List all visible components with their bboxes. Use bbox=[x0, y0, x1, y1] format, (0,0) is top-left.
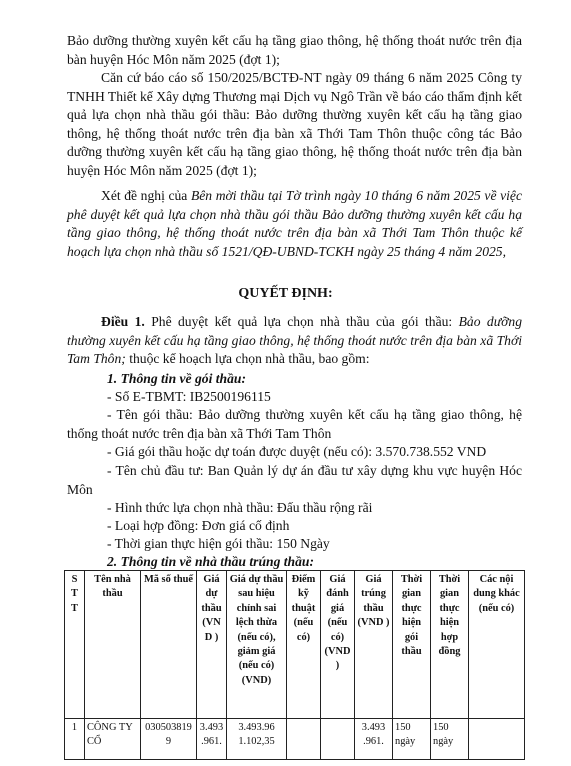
report-basis-paragraph: Căn cứ báo cáo số 150/2025/BCTĐ-NT ngày 09 tháng 6 năm 2025 Công ty TNHH Thiết kế Xây dựng Thương mại Dịch vụ Ngô Trần về báo cáo thẩm định kết quả lựa chọn nhà thầu gói thầu: Bảo dưỡng thường xuyên kết cấu hạ tầng giao thông, hệ thống thoát nước trên địa bàn xã Thới Tam Thôn thuộc công tác Bảo dưỡng thường xuyên kết cấu hạ tầng giao thông, hệ thống thoát nước trên địa bàn huyện Hóc Môn năm 2025 (đợt 1); bbox=[67, 70, 522, 178]
header-winning-price: Giá trúng thầu (VND ) bbox=[355, 571, 393, 719]
cell-other-content bbox=[469, 719, 525, 760]
cell-stt: 1 bbox=[65, 719, 85, 760]
article-1-package-name: Bảo dưỡng thường xuyên kết cấu hạ tầng giao thông, hệ thống thoát nước trên địa bàn xã Thới Tam Thôn; bbox=[67, 314, 522, 366]
selection-method: - Hình thức lựa chọn nhà thầu: Đấu thầu rộng rãi bbox=[107, 500, 373, 515]
proposal-paragraph bbox=[67, 187, 522, 261]
header-evaluated-price: Giá đánh giá (nếu có) (VND ) bbox=[321, 571, 355, 719]
article-1-text-c: thuộc kế hoạch lựa chọn nhà thầu, bao gồm: bbox=[125, 351, 370, 366]
investor-name: - Tên chủ đầu tư: Ban Quản lý dự án đầu tư xây dựng khu vực huyện Hóc Môn bbox=[67, 463, 522, 497]
proposal-text-lead: Xét đề nghị của bbox=[101, 188, 191, 203]
decision-heading: QUYẾT ĐỊNH: bbox=[238, 286, 333, 301]
cell-bid-price: 3.493 .961. bbox=[197, 719, 227, 760]
article-1-label: Điều 1. bbox=[101, 314, 145, 329]
cell-technical-score bbox=[287, 719, 321, 760]
contract-type: - Loại hợp đồng: Đơn giá cố định bbox=[107, 518, 290, 533]
header-contractor-name: Tên nhà thầu bbox=[85, 571, 141, 719]
proposal-text-italic: Bên mời thầu tại Tờ trình ngày 10 tháng 6 năm 2025 về việc phê duyệt kết quả lựa chọn nhà thầu gói thầu Bảo dưỡng thường xuyên kết cấu hạ tầng giao thông, hệ thống thoát nước trên địa bàn xã Thới Tam Thôn thuộc kế hoạch lựa chọn nhà thầu số 1521/QĐ-UBND-TCKH ngày 25 tháng 4 năm 2025, bbox=[67, 188, 522, 259]
intro-paragraph-continuation: Bảo dưỡng thường xuyên kết cấu hạ tầng giao thông, hệ thống thoát nước trên địa bàn huyện Hóc Môn năm 2025 (đợt 1); bbox=[67, 33, 522, 67]
header-contract-duration: Thời gian thực hiện hợp đồng bbox=[431, 571, 469, 719]
package-name-line: - Tên gói thầu: Bảo dưỡng thường xuyên kết cấu hạ tầng giao thông, hệ thống thoát nước trên địa bàn xã Thới Tam Thôn bbox=[67, 407, 522, 441]
cell-package-duration: 150 ngày bbox=[393, 719, 431, 760]
e-tbmt-number: - Số E-TBMT: IB2500196115 bbox=[107, 389, 271, 404]
header-adjusted-bid-price: Giá dự thầu sau hiệu chỉnh sai lệch thừa (nếu có), giảm giá (nếu có) (VND) bbox=[227, 571, 287, 719]
cell-contractor-name: CÔNG TY CỔ bbox=[85, 719, 141, 760]
cell-tax-code: 0305038199 bbox=[141, 719, 197, 760]
article-1-text-a: Phê duyệt kết quả lựa chọn nhà thầu của gói thầu: bbox=[144, 314, 459, 329]
table-row bbox=[65, 719, 525, 760]
header-stt: S T T bbox=[65, 571, 85, 719]
cell-evaluated-price bbox=[321, 719, 355, 760]
package-duration: - Thời gian thực hiện gói thầu: 150 Ngày bbox=[107, 536, 330, 551]
header-technical-score: Điểm kỹ thuật (nếu có) bbox=[287, 571, 321, 719]
article-1-paragraph bbox=[67, 313, 522, 369]
cell-contract-duration: 150 ngày bbox=[431, 719, 469, 760]
winning-bidder-table bbox=[64, 570, 525, 760]
header-bid-price: Giá dự thầu (VND ) bbox=[197, 571, 227, 719]
header-other-content: Các nội dung khác (nếu có) bbox=[469, 571, 525, 719]
header-tax-code: Mã số thuế bbox=[141, 571, 197, 719]
cell-adjusted-bid-price: 3.493.96 1.102,35 bbox=[227, 719, 287, 760]
package-price: - Giá gói thầu hoặc dự toán được duyệt (nếu có): 3.570.738.552 VND bbox=[107, 444, 487, 459]
cell-winning-price: 3.493 .961. bbox=[355, 719, 393, 760]
header-package-duration: Thời gian thực hiện gói thầu bbox=[393, 571, 431, 719]
table-header-row bbox=[65, 571, 525, 719]
section-1-title: 1. Thông tin về gói thầu: bbox=[107, 371, 246, 386]
section-2-title: 2. Thông tin về nhà thầu trúng thầu: bbox=[107, 554, 314, 569]
